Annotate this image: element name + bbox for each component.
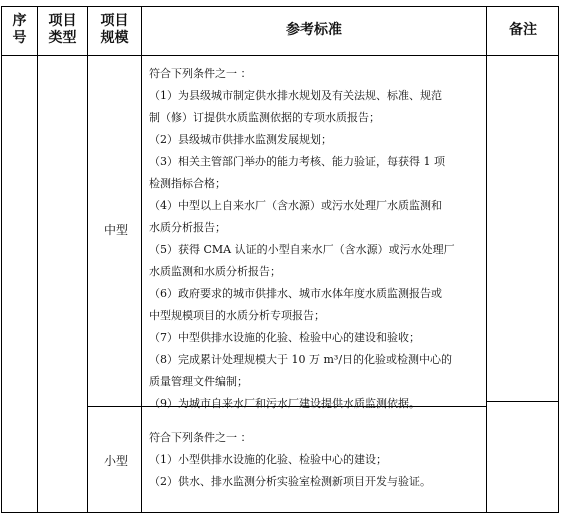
criteria-line: （3）相关主管部门举办的能力考核、能力验证，每获得 1 项 xyxy=(149,155,445,168)
header-criteria: 参考标准 xyxy=(286,22,342,38)
col-divider xyxy=(87,6,88,513)
col-divider xyxy=(141,6,142,513)
criteria-line: 制（修）订提供水质监测依据的专项水质报告； xyxy=(149,111,380,124)
criteria-line: 水质监测和水质分析报告； xyxy=(149,265,281,278)
criteria-line: 水质分析报告； xyxy=(149,221,226,234)
criteria-line: （2）县级城市供排水监测发展规划； xyxy=(149,133,332,146)
header-seq: 序 号 xyxy=(12,13,27,46)
scale-medium: 中型 xyxy=(104,223,129,237)
criteria-line: （2）供水、排水监测分析实验室检测新项目开发与验证。 xyxy=(149,475,431,488)
criteria-medium xyxy=(149,63,481,415)
scale-small: 小型 xyxy=(104,454,129,468)
criteria-line: （7）中型供排水设施的化验、检验中心的建设和验收； xyxy=(149,331,420,344)
criteria-line: 检测指标合格； xyxy=(149,177,226,190)
criteria-line: （6）政府要求的城市供排水、城市水体年度水质监测报告或 xyxy=(149,287,442,300)
criteria-line: （8）完成累计处理规模大于 10 万 m³/日的化验或检测中心的 xyxy=(149,353,453,366)
criteria-line: （1）为县级城市制定供水排水规划及有关法规、标准、规范 xyxy=(149,89,442,102)
header-divider xyxy=(1,55,559,56)
col-divider xyxy=(37,6,38,513)
remark-divider xyxy=(486,401,559,402)
criteria-line: 质量管理文件编制； xyxy=(149,375,248,388)
criteria-small xyxy=(149,427,481,493)
criteria-line: （5）获得 CMA 认证的小型自来水厂（含水源）或污水处理厂 xyxy=(149,243,455,256)
criteria-line: 符合下列条件之一 ： xyxy=(149,67,252,80)
criteria-line: （1）小型供排水设施的化验、检验中心的建设； xyxy=(149,453,387,466)
header-remark: 备注 xyxy=(509,22,537,38)
col-divider xyxy=(486,6,487,513)
criteria-line: 中型规模项目的水质分析专项报告； xyxy=(149,309,325,322)
criteria-line: （4）中型以上自来水厂（含水源）或污水处理厂水质监测和 xyxy=(149,199,442,212)
header-project-scale: 项目 规模 xyxy=(100,13,129,46)
criteria-line: 符合下列条件之一 ： xyxy=(149,431,252,444)
header-project-type: 项目 类型 xyxy=(48,13,77,46)
criteria-line: （9）为城市自来水厂和污水厂建设提供水质监测依据。 xyxy=(149,397,420,410)
